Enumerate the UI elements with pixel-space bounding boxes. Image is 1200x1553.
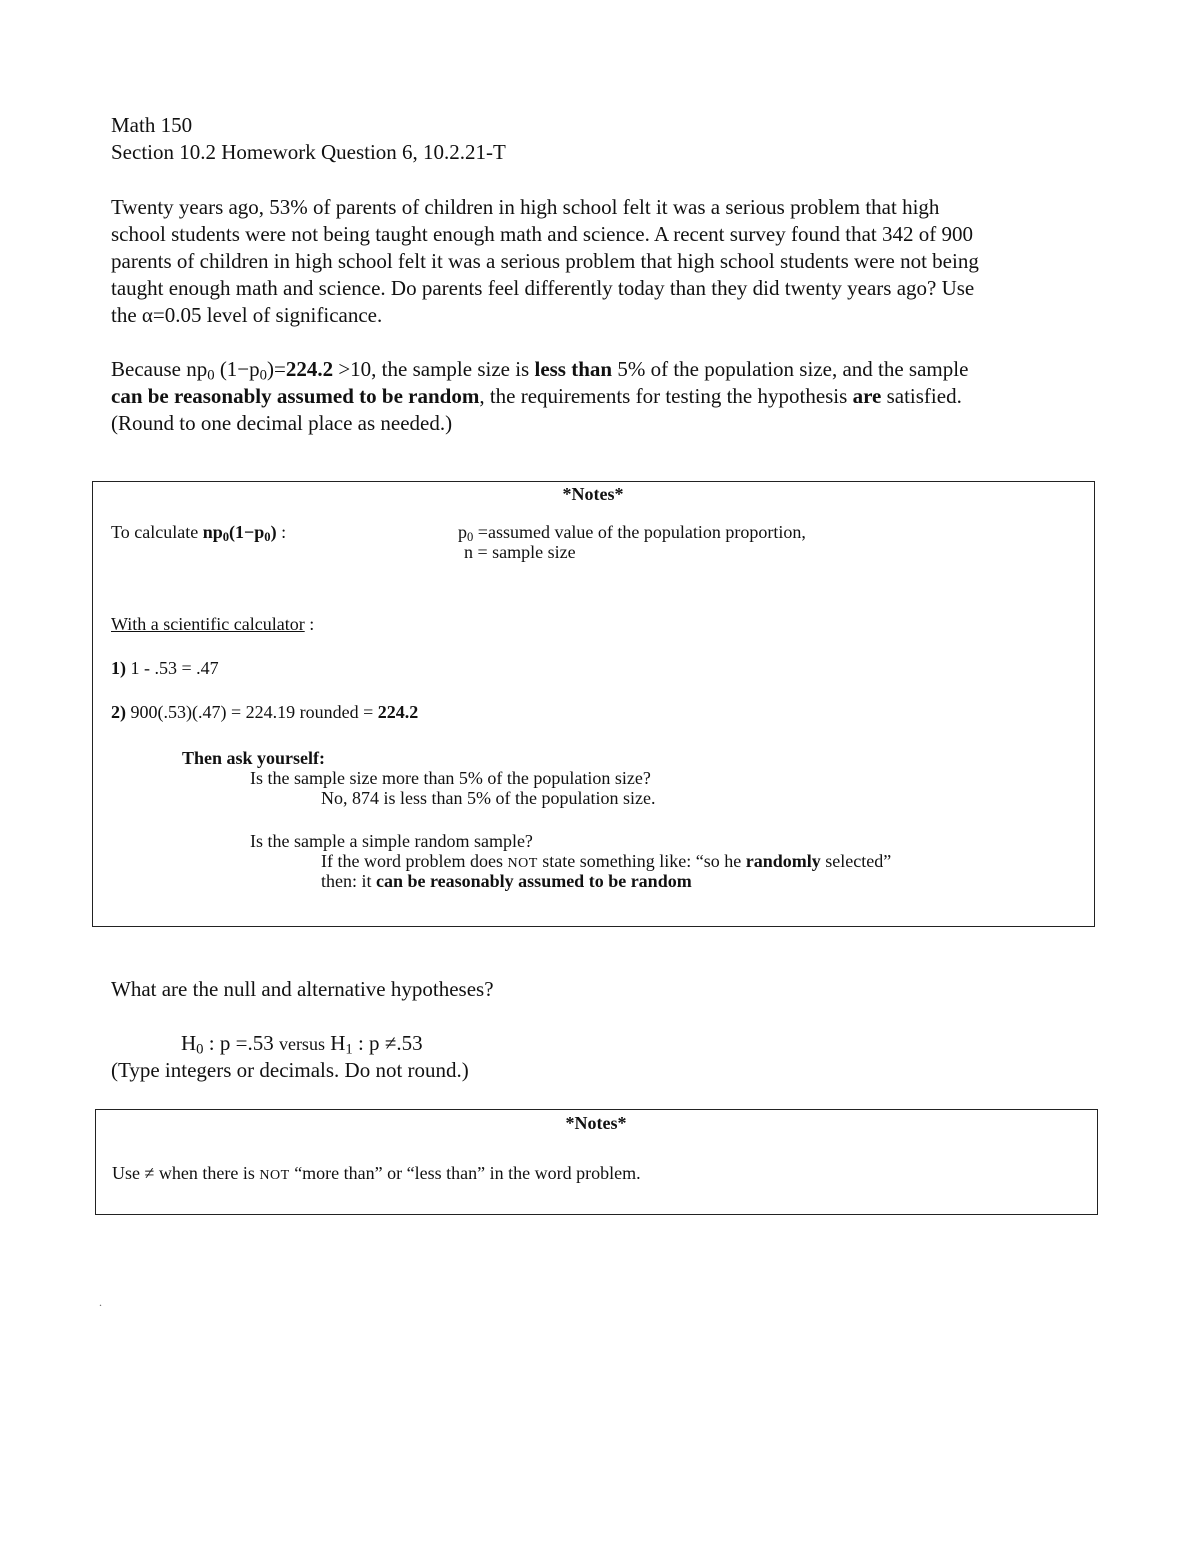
answer-are: are	[852, 384, 882, 408]
n-definition: n = sample size	[464, 542, 576, 562]
calc-label: To calculate $np_0(1-p_0)$ :	[111, 522, 287, 545]
problem-line: taught enough math and science. Do parents feel differently today than they did twenty years ago? Use	[111, 276, 975, 300]
answer-random: can be reasonably assumed to be random	[111, 384, 480, 408]
notes-title: *Notes*	[562, 484, 624, 504]
hypotheses-question: What are the null and alternative hypotheses?	[111, 977, 494, 1001]
notes-box-2	[95, 1109, 1098, 1215]
computed-value: 224.2	[285, 357, 334, 381]
ask-yourself-heading: Then ask yourself:	[182, 748, 326, 768]
problem-line: Twenty years ago, 53% of parents of children in high school felt it was a serious problem that high	[111, 195, 940, 219]
hypotheses-answer: $H_0$ : p =.53 versus $H_1$ : p ≠.53	[181, 1031, 423, 1058]
answer-3: then: it can be reasonably assumed to be random	[321, 871, 692, 891]
notes-title: *Notes*	[565, 1113, 627, 1133]
problem-line: parents of children in high school felt it was a serious problem that high school students were not being	[111, 249, 979, 273]
round-instruction: (Round to one decimal place as needed.)	[111, 411, 453, 435]
requirements-line-2: can be reasonably assumed to be random, the requirements for testing the hypothesis are satisfied.	[111, 384, 962, 408]
answer-less-than: less than	[534, 357, 613, 381]
question-2: Is the sample a simple random sample?	[250, 831, 533, 851]
step-2: 2) 900(.53)(.47) = 224.19 rounded = 224.2	[111, 702, 419, 722]
section-title: Section 10.2 Homework Question 6, 10.2.21-T	[111, 140, 506, 164]
sci-calc-heading: With a scientific calculator :	[111, 614, 315, 634]
course-title: Math 150	[111, 113, 193, 137]
p0-definition: $p_0$ =assumed value of the population proportion,	[458, 522, 806, 545]
answer-1: No, 874 is less than 5% of the population size.	[321, 788, 656, 808]
problem-line: school students were not being taught enough math and science. A recent survey found that 342 of 900	[111, 222, 973, 246]
answer-2: If the word problem does NOT state something like: “so he randomly selected”	[321, 851, 892, 871]
notes-box-1	[92, 481, 1095, 927]
requirements-line-1: Because $np_0$ $(1-p_0)=224.2 >10$, the sample size is less than 5% of the population size, and the sample	[111, 357, 969, 384]
stray-dot: .	[99, 1295, 102, 1309]
hypotheses-instruction: (Type integers or decimals. Do not round.)	[111, 1058, 469, 1082]
problem-statement	[111, 194, 1111, 329]
step-1: 1) 1 - .53 = .47	[111, 658, 219, 678]
question-1: Is the sample size more than 5% of the population size?	[250, 768, 651, 788]
not-equal-note: Use ≠ when there is NOT “more than” or “less than” in the word problem.	[112, 1163, 641, 1183]
problem-line: the α=0.05 level of significance.	[111, 303, 383, 327]
requirements-paragraph	[111, 356, 1111, 437]
